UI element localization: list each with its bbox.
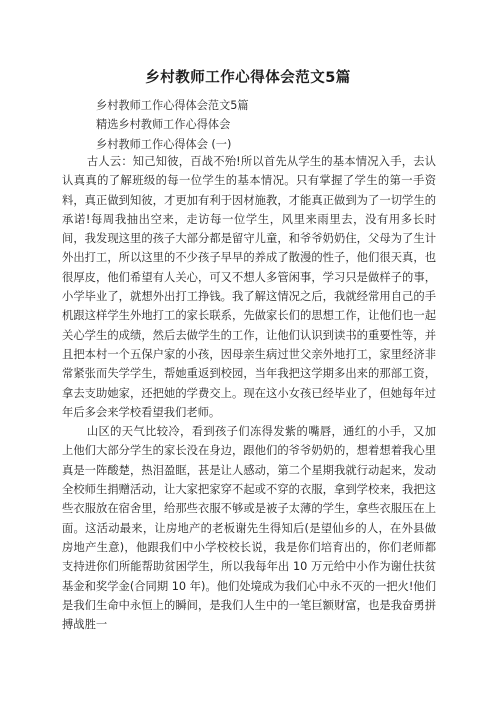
document-subtitle: 乡村教师工作心得体会范文5篇 — [96, 99, 249, 112]
section-heading: 乡村教师工作心得体会 (一) — [96, 138, 232, 151]
intro-line: 精选乡村教师工作心得体会 — [96, 118, 231, 131]
document-body — [62, 152, 436, 634]
document-title: 乡村教师工作心得体会范文5篇 — [145, 70, 351, 86]
paragraph: 山区的天气比较冷，看到孩子们冻得发紫的嘴唇，通红的小手，又加上他们大部分学生的家长没在身边，跟他们的爷爷奶奶的，想着想着我心里真是一阵酸楚，热泪盈眶，甚是让人感动，第二个星期我就行动起来，发动全校师生捐赠活动，让大家把家穿不起或不穿的衣服，拿到学校来，我把这些衣服放在宿舍里，给那些衣服不够或是被子太薄的学生，拿些衣服压在上面。这活动最来，让房地产的老板谢先生得知后(是望仙乡的人，在外县做房地产生意)，他跟我们中小学校校长说，我是你们培育出的，你们老师都支持进你们所能帮助贫困学生，所以我每年出 10 万元给中小作为谢仕扶贫基金和奖学金(合同期 10 年)。他们处境成为我们心中永不灭的一把火!他们是我们生命中永恒上的瞬间，是我们人生中的一笔巨额财富，也是我奋勇拼搏战胜一 — [62, 425, 436, 632]
paragraph: 古人云：知己知彼，百战不殆!所以首先从学生的基本情况入手，去认认真真的了解班级的每一位学生的基本情况。只有掌握了学生的第一手资料，真正做到知彼，才更加有利于因材施教，才能真正做到为了一切学生的承诺!每周我抽出空来，走访每一位学生，风里来雨里去，没有用多长时间，我发现这里的孩子大部分都是留守儿童，和爷爷奶奶住，父母为了生计外出打工，所以这里的不少孩子早早的养成了散漫的性子，他们很天真，也很厚皮，他们希望有人关心，可又不想人多管闲事，学习只是做样子的事，小学毕业了，就想外出打工挣钱。我了解这情况之后，我就经常用自己的手机跟这样学生外地打工的家长联系，先做家长们的思想工作，让他们也一起关心学生的成绩，然后去做学生的工作，让他们认识到读书的重要性等，并且把本村一个五保户家的小孩，因母亲生病过世父亲外地打工，家里经济非常紧张而失学学生，帮她重返到校园，当年我把这学期多出来的那部工资，拿去支助她家，还把她的学费交上。现在这小女孩已经毕业了，但她每年过年后多会来学校看望我们老师。 — [62, 155, 436, 419]
